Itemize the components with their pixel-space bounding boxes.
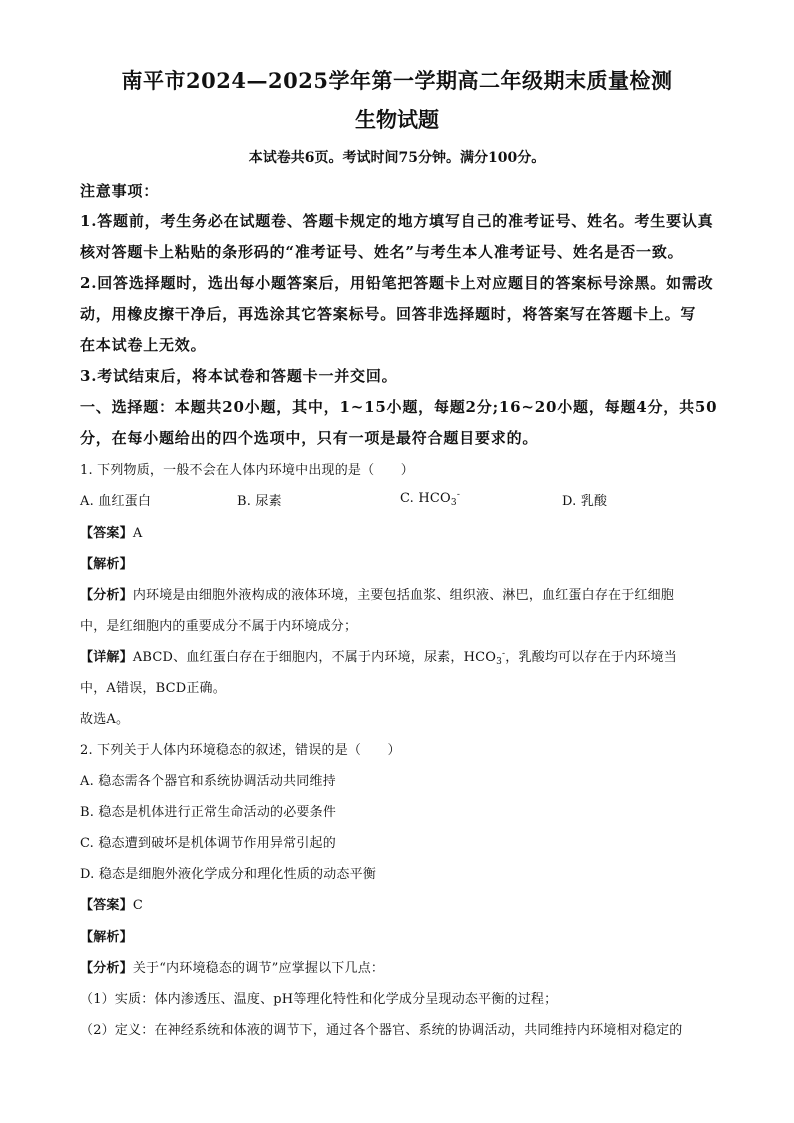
section-heading: 分，在每小题给出的四个选项中，只有一项是最符合题目要求的。 [80,429,539,447]
option-b: B. 尿素 [237,494,282,509]
answer-line: 【答案】C [80,898,143,913]
notes-line: 动，用橡皮擦干净后，再选涂其它答案标号。回答非选择题时，将答案写在答题卡上。写 [80,305,697,323]
notes-line: 3.考试结束后，将本试卷和答题卡一并交回。 [80,367,398,385]
conclusion-line: 故选A。 [80,712,130,727]
exam-title: 南平市2024—2025学年第一学期高二年级期末质量检测 [121,68,673,93]
analysis-point: （1）实质：体内渗透压、温度、pH等理化特性和化学成分呈现动态平衡的过程； [80,992,558,1007]
analysis-tag: 【解析】 [80,557,133,572]
section-heading: 一、选择题：本题共20小题，其中，1~15小题，每题2分;16~20小题，每题4分，共50 [80,398,718,416]
analysis-line: 中，是红细胞内的重要成分不属于内环境成分； [80,619,358,634]
detail-line: 中，A错误，BCD正确。 [80,681,226,696]
notes-heading: 注意事项： [80,182,160,200]
option-d: D. 稳态是细胞外液化学成分和理化性质的动态平衡 [80,867,377,882]
notes-line: 1.答题前，考生务必在试题卷、答题卡规定的地方填写自己的准考证号、姓名。考生要认真 [80,212,714,230]
analysis-line: 【分析】内环境是由细胞外液构成的液体环境，主要包括血浆、组织液、淋巴，血红蛋白存在于红细胞 [80,588,675,603]
option-b: B. 稳态是机体进行正常生命活动的必要条件 [80,805,337,820]
notes-line: 在本试卷上无效。 [80,336,207,354]
detail-line: 【详解】ABCD、血红蛋白存在于细胞内，不属于内环境，尿素，$HCO_3^-$，乳酸均可以存在于内环境当 [80,649,677,667]
option-c: C. $HCO_3^-$ [400,490,461,508]
analysis-line: 【分析】关于“内环境稳态的调节”应掌握以下几点： [80,961,385,976]
notes-line: 核对答题卡上粘贴的条形码的“准考证号、姓名”与考生本人准考证号、姓名是否一致。 [80,243,684,261]
analysis-point: （2）定义：在神经系统和体液的调节下，通过各个器官、系统的协调活动，共同维持内环境相对稳定的 [80,1023,683,1038]
question-1-options [80,490,720,510]
option-c: C. 稳态遭到破坏是机体调节作用异常引起的 [80,836,336,851]
option-a: A. 稳态需各个器官和系统协调活动共同维持 [80,774,336,789]
exam-info: 本试卷共6页。考试时间75分钟。满分100分。 [248,150,546,166]
subject-title: 生物试题 [355,107,439,132]
option-d: D. 乳酸 [562,494,608,509]
option-a: A. 血红蛋白 [80,494,152,509]
notes-line: 2.回答选择题时，选出每小题答案后，用铅笔把答题卡上对应题目的答案标号涂黑。如需改 [80,274,714,292]
question-1-stem: 1. 下列物质，一般不会在人体内环境中出现的是（ ） [80,463,414,478]
answer-line: 【答案】A [80,526,143,541]
analysis-tag: 【解析】 [80,930,133,945]
question-2-stem: 2. 下列关于人体内环境稳态的叙述，错误的是（ ） [80,743,401,758]
